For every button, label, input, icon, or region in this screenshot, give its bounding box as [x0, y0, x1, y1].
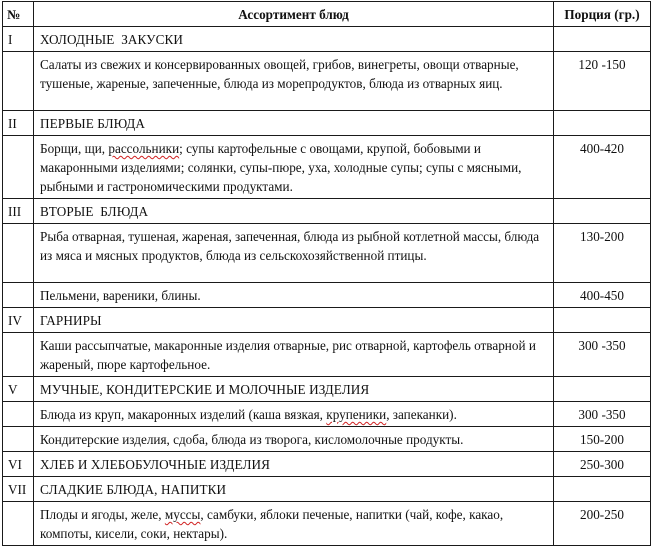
section-number: III — [3, 199, 34, 224]
dish-description: Пельмени, вареники, блины. — [34, 283, 554, 308]
section-number: V — [3, 377, 34, 402]
menu-assortment-table — [2, 1, 651, 546]
dish-row — [3, 52, 651, 111]
dish-description — [34, 402, 554, 427]
section-portion — [554, 111, 651, 136]
dish-text: , самбуки, яблоки печеные, напитки (чай, кофе, какао, компоты, кисели, соки, нектары). — [40, 507, 504, 541]
spellcheck-marked-word: муссы — [164, 507, 201, 522]
dish-portion: 200-250 — [554, 502, 651, 546]
dish-text: Борщи, щи, — [40, 141, 109, 156]
empty-cell — [3, 224, 34, 283]
section-row — [3, 199, 651, 224]
dish-description — [34, 136, 554, 199]
dish-portion: 130-200 — [554, 224, 651, 283]
section-portion — [554, 308, 651, 333]
section-number: IV — [3, 308, 34, 333]
dish-row — [3, 224, 651, 283]
dish-description: Кондитерские изделия, сдоба, блюда из творога, кисломолочные продукты. — [34, 427, 554, 452]
section-portion: 250-300 — [554, 452, 651, 477]
dish-row — [3, 136, 651, 199]
empty-cell — [3, 136, 34, 199]
empty-cell — [3, 283, 34, 308]
dish-row — [3, 333, 651, 377]
empty-cell — [3, 502, 34, 546]
section-portion — [554, 477, 651, 502]
empty-cell — [3, 427, 34, 452]
section-row — [3, 377, 651, 402]
dish-portion: 400-450 — [554, 283, 651, 308]
section-portion — [554, 27, 651, 52]
section-title: ХОЛОДНЫЕ ЗАКУСКИ — [34, 27, 554, 52]
dish-row — [3, 283, 651, 308]
empty-cell — [3, 52, 34, 111]
dish-text: Плоды и ягоды, желе, — [40, 507, 165, 522]
section-title: ПЕРВЫЕ БЛЮДА — [34, 111, 554, 136]
empty-cell — [3, 333, 34, 377]
dish-description: Каши рассыпчатые, макаронные изделия отварные, рис отварной, картофель отварной и жареный, пюре картофельное. — [34, 333, 554, 377]
dish-row — [3, 402, 651, 427]
empty-cell — [3, 402, 34, 427]
dish-row — [3, 502, 651, 546]
dish-text: , запеканки). — [386, 407, 457, 422]
section-title: СЛАДКИЕ БЛЮДА, НАПИТКИ — [34, 477, 554, 502]
spellcheck-marked-word: крупеники — [326, 407, 387, 422]
section-title: МУЧНЫЕ, КОНДИТЕРСКИЕ И МОЛОЧНЫЕ ИЗДЕЛИЯ — [34, 377, 554, 402]
section-row — [3, 477, 651, 502]
dish-text: ; супы картофельные с овощами, крупой, бобовыми и макаронными изделиями; солянки, супы-пюре, уха, холодные супы; супы с мясными, рыбными и гастрономическими продуктами. — [40, 141, 522, 194]
section-number: VII — [3, 477, 34, 502]
dish-description: Салаты из свежих и консервированных овощей, грибов, винегреты, овощи отварные, тушеные, жареные, запеченные, блюда из морепродуктов, блюда из отварных яиц. — [34, 52, 554, 111]
table-header-row — [3, 2, 651, 27]
header-assortment: Ассортимент блюд — [34, 2, 554, 27]
dish-portion: 300 -350 — [554, 333, 651, 377]
section-title: ГАРНИРЫ — [34, 308, 554, 333]
header-number: № — [3, 2, 34, 27]
header-portion: Порция (гр.) — [554, 2, 651, 27]
dish-text: Блюда из круп, макаронных изделий (каша вязкая, — [40, 407, 327, 422]
dish-portion: 400-420 — [554, 136, 651, 199]
section-title: ВТОРЫЕ БЛЮДА — [34, 199, 554, 224]
dish-portion: 300 -350 — [554, 402, 651, 427]
section-portion — [554, 199, 651, 224]
section-row — [3, 452, 651, 477]
dish-portion: 120 -150 — [554, 52, 651, 111]
section-row — [3, 111, 651, 136]
dish-description — [34, 502, 554, 546]
spellcheck-marked-word: рассольники — [108, 141, 180, 156]
section-number: I — [3, 27, 34, 52]
dish-portion: 150-200 — [554, 427, 651, 452]
section-title: ХЛЕБ И ХЛЕБОБУЛОЧНЫЕ ИЗДЕЛИЯ — [34, 452, 554, 477]
dish-description: Рыба отварная, тушеная, жареная, запеченная, блюда из рыбной котлетной массы, блюда из мяса и мясных продуктов, блюда из сельскохозяйственной птицы. — [34, 224, 554, 283]
section-number: II — [3, 111, 34, 136]
section-row — [3, 27, 651, 52]
section-number: VI — [3, 452, 34, 477]
section-portion — [554, 377, 651, 402]
dish-row — [3, 427, 651, 452]
section-row — [3, 308, 651, 333]
